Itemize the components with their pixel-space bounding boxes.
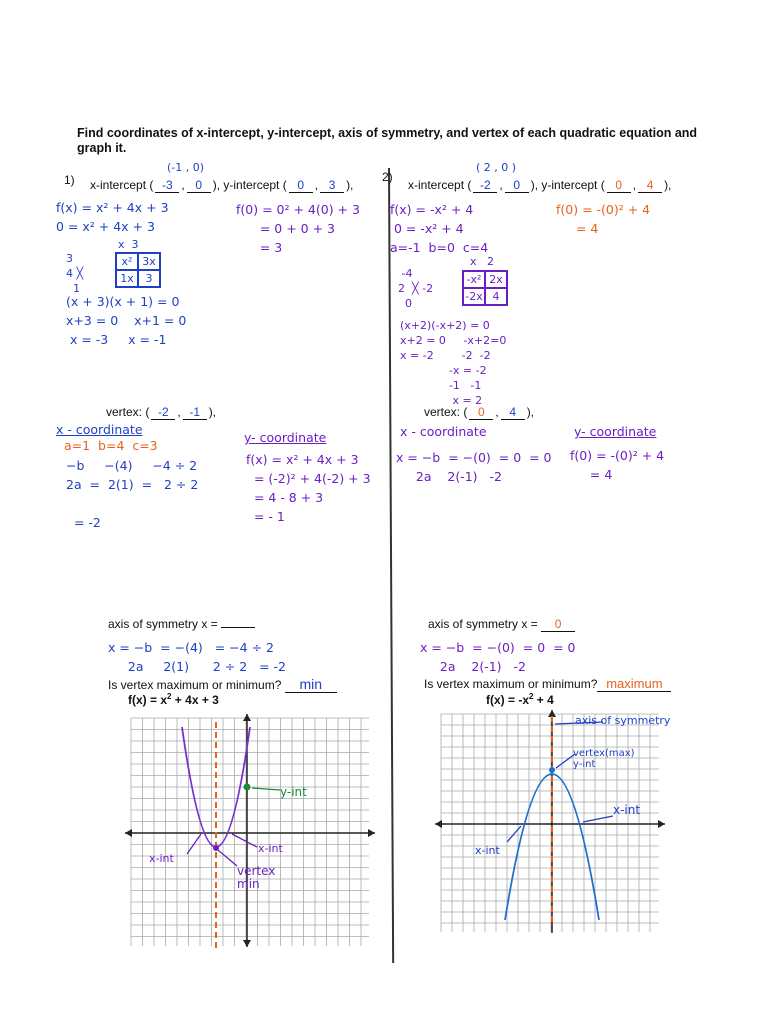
p2-vertex-b: 4 xyxy=(501,405,525,420)
p2-vertex-point xyxy=(549,767,555,773)
p1-y-intercept-b: 3 xyxy=(320,178,344,193)
p2-axis-work: x = −b = −(0) = 0 = 0 2a 2(-1) -2 xyxy=(420,640,576,674)
p2-fn-text: f(x) = -x xyxy=(486,693,530,707)
p1-ycoord-work: f(x) = x² + 4x + 3 = (-2)² + 4(-2) + 3 = 4 - 8 + 3 = - 1 xyxy=(246,452,371,524)
p1-xcoord-work: −b −(4) −4 ÷ 2 2a = 2(1) = 2 ÷ 2 = -2 xyxy=(66,458,199,530)
p2-y-intercept-b: 4 xyxy=(638,178,662,193)
p1-maxmin-label: Is vertex maximum or minimum? xyxy=(108,678,282,692)
p2-x-intercept-b: 0 xyxy=(505,178,529,193)
box-cell: 3 xyxy=(138,270,160,287)
p1-vertex-a: -2 xyxy=(151,405,175,420)
p1-arrow xyxy=(232,834,257,847)
p2-maxmin-label: Is vertex maximum or minimum? xyxy=(424,677,598,691)
p2-box-label: x 2 xyxy=(470,255,494,268)
p1-y-intercept-a: 0 xyxy=(289,178,313,193)
p2-box-side: -4 2 ╳ -2 0 xyxy=(398,267,434,310)
p1-vertex-line: vertex: ( -2 , -1 ), xyxy=(106,405,217,419)
p1-vertex-suffix: ), xyxy=(208,405,217,419)
p2-annotation: x-int xyxy=(613,803,641,817)
p1-intercepts-line: x-intercept ( -3 , 0 ), y-intercept ( 0 , 3 ), xyxy=(90,178,354,192)
p1-annotation: y-int xyxy=(280,785,307,799)
p2-xcoord-heading: x - coordinate xyxy=(400,424,487,439)
p1-box-side: 3 4 ╳ 1 xyxy=(66,252,84,295)
p1-arrow xyxy=(252,788,280,790)
p1-axis-label: axis of symmetry x = xyxy=(108,617,218,631)
p2-function-label: $f(x) = -x^2 + 4$ xyxy=(486,692,554,707)
p2-annotation: vertex(max) y-int xyxy=(573,748,635,770)
p1-y-intercept-label: ), y-intercept ( xyxy=(212,178,287,192)
p2-intercepts-line: x-intercept ( -2 , 0 ), y-intercept ( 0 , 4 ), xyxy=(408,178,672,192)
p2-xcoord-work: x = −b = −(0) = 0 = 0 2a 2(-1) -2 xyxy=(396,450,552,484)
p1-fn-text: f(x) = x xyxy=(128,693,168,707)
p1-maxmin-line xyxy=(108,676,337,693)
p2-ycoord-work: f(0) = -(0)² + 4 = 4 xyxy=(570,448,665,482)
p2-y-intercept-suffix: ), xyxy=(664,178,672,192)
page-title: Find coordinates of x-intercept, y-intercept, axis of symmetry, and vertex of each quadratic equation and graph it. xyxy=(77,126,698,155)
p2-grid xyxy=(441,714,659,932)
p1-axis-work: x = −b = −(4) = −4 ÷ 2 2a 2(1) 2 ÷ 2 = -2 xyxy=(108,640,287,674)
p2-y-axis-arrow xyxy=(548,710,556,717)
p1-annotation: x-int xyxy=(258,842,283,855)
p2-annotation: axis of symmetry xyxy=(575,714,671,727)
p2-maxmin-value: maximum xyxy=(597,676,671,692)
p1-box-method xyxy=(115,252,161,288)
p1-arrow xyxy=(187,834,201,854)
box-cell: 1x xyxy=(116,270,138,287)
p1-axis-value xyxy=(221,627,255,628)
p2-y-intercept-a: 0 xyxy=(607,178,631,193)
p2-number: 2) xyxy=(382,170,393,184)
p2-maxmin-line xyxy=(424,676,671,692)
p2-axis-value: 0 xyxy=(541,617,575,632)
p1-y-int-point xyxy=(244,784,251,791)
p2-y-intercept-label: ), y-intercept ( xyxy=(530,178,605,192)
p1-work-x: f(x) = x² + 4x + 3 0 = x² + 4x + 3 xyxy=(56,200,169,234)
p2-arrow xyxy=(507,826,521,842)
p2-x-intercept-alt: ( 2 , 0 ) xyxy=(476,161,517,174)
p2-vertex-a: 0 xyxy=(469,405,493,420)
box-cell: 3x xyxy=(138,253,160,270)
p1-graph xyxy=(125,712,375,952)
p2-vertex-line: vertex: ( 0 , 4 ), xyxy=(424,405,535,419)
p2-factored: (x+2)(-x+2) = 0 x+2 = 0 -x+2=0 x = -2 -2 -2 -x = -2 -1 -1 x = 2 xyxy=(400,319,507,407)
p1-xcoord-abc: a=1 b=4 c=3 xyxy=(64,438,158,453)
p1-vertex-b: -1 xyxy=(183,405,207,420)
p2-work-x: f(x) = -x² + 4 0 = -x² + 4 a=-1 b=0 c=4 xyxy=(390,202,489,255)
box-cell: x² xyxy=(116,253,138,270)
p2-vertex-suffix: ), xyxy=(526,405,535,419)
p1-x-intercept-b: 0 xyxy=(187,178,211,193)
p1-y-axis-arrow xyxy=(243,714,251,721)
p1-x-intercept-a: -3 xyxy=(155,178,179,193)
p1-function-label: $f(x) = x^2 + 4x + 3$ xyxy=(128,692,219,707)
box-cell: -x² xyxy=(463,271,485,288)
p2-x-axis-arrow xyxy=(435,820,442,828)
p2-arrow xyxy=(583,816,613,822)
p1-annotation: vertex min xyxy=(237,864,276,892)
p2-axis-label: axis of symmetry x = xyxy=(428,617,538,631)
p2-x-axis-arrow xyxy=(658,820,665,828)
p1-x-axis-arrow xyxy=(368,829,375,837)
p2-x-intercept-label: x-intercept ( xyxy=(408,178,472,192)
p1-work-y: f(0) = 0² + 4(0) + 3 = 0 + 0 + 3 = 3 xyxy=(236,202,360,255)
p1-xcoord-heading: x - coordinate xyxy=(56,422,143,437)
p1-y-intercept-suffix: ), xyxy=(346,178,354,192)
p1-grid xyxy=(131,718,369,946)
p1-maxmin-value: min xyxy=(285,676,337,693)
p1-factored: (x + 3)(x + 1) = 0 x+3 = 0 x+1 = 0 x = -3 x = -1 xyxy=(66,294,187,347)
p2-axis-line xyxy=(428,617,575,632)
p2-ycoord-heading: y- coordinate xyxy=(574,424,657,439)
p2-work-y: f(0) = -(0)² + 4 = 4 xyxy=(556,202,651,236)
p1-y-axis-arrow xyxy=(243,940,251,947)
box-cell: 2x xyxy=(485,271,507,288)
p1-ycoord-heading: y- coordinate xyxy=(244,430,327,445)
p1-annotation: x-int xyxy=(149,852,174,865)
p1-x-intercept-alt: (-1 , 0) xyxy=(167,161,205,174)
p1-axis-line xyxy=(108,617,255,631)
p2-graph xyxy=(435,708,671,938)
box-cell: 4 xyxy=(485,288,507,305)
box-cell: -2x xyxy=(463,288,485,305)
p2-box-method xyxy=(462,270,508,306)
p1-vertex-label: vertex: ( xyxy=(106,405,150,419)
p1-box-label: x 3 xyxy=(118,238,139,251)
p2-x-intercept-a: -2 xyxy=(473,178,497,193)
column-divider xyxy=(388,168,394,963)
p1-x-axis-arrow xyxy=(125,829,132,837)
p2-fn-text-rest: + 4 xyxy=(533,693,554,707)
p1-fn-text-rest: + 4x + 3 xyxy=(171,693,219,707)
p2-vertex-label: vertex: ( xyxy=(424,405,468,419)
p1-x-intercept-label: x-intercept ( xyxy=(90,178,154,192)
p1-number: 1) xyxy=(64,173,75,187)
p2-annotation: x-int xyxy=(475,844,500,857)
